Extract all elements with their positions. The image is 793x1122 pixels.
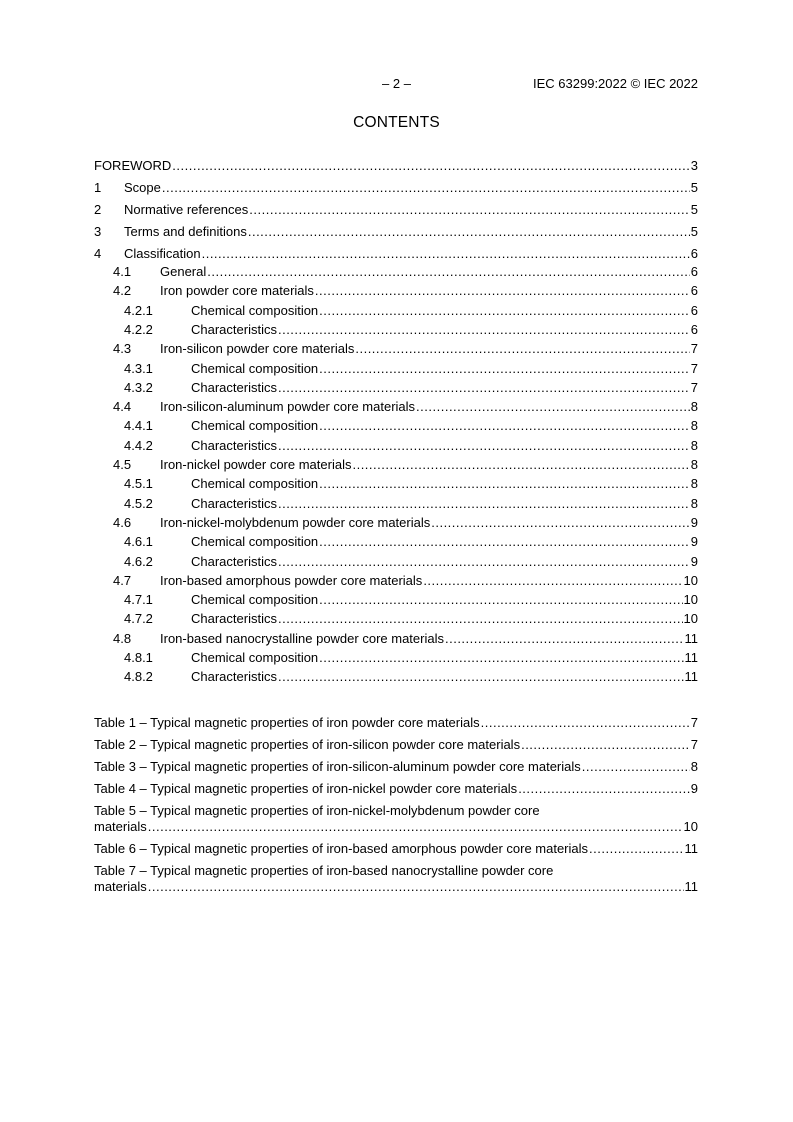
table-page: 7 (690, 715, 698, 730)
toc-entry-number: 4.8.1 (124, 650, 153, 665)
dot-leader (352, 457, 689, 473)
dot-leader (278, 322, 690, 338)
toc-entry-page: 7 (690, 379, 698, 395)
page-header (0, 76, 793, 92)
toc-entry-title: Iron-silicon-aluminum powder core materials (160, 399, 416, 415)
toc-entry-number: 1 (94, 180, 102, 195)
toc-entry[interactable] (94, 476, 698, 492)
table-caption-line1: Table 5 – Typical magnetic properties of iron-nickel-molybdenum powder core (94, 803, 540, 818)
table-page: 7 (690, 737, 698, 752)
toc-entry[interactable] (94, 496, 698, 512)
dot-leader (278, 611, 683, 627)
toc-entry[interactable] (94, 303, 698, 319)
toc-entry-number: 4.8.2 (124, 669, 153, 685)
toc-entry-page: 8 (690, 437, 698, 453)
toc-entry-title: Characteristics (191, 321, 277, 337)
toc-entry-title: Chemical composition (191, 650, 319, 665)
toc-entry-page: 10 (683, 611, 698, 627)
toc-entry-number: 4.7.1 (124, 592, 153, 608)
dot-leader (202, 246, 690, 262)
dot-leader (518, 781, 690, 797)
dot-leader (278, 380, 690, 396)
toc-entry-page: 7 (690, 341, 698, 357)
toc-entry-title: Scope (124, 180, 161, 195)
toc-entry-title: Iron powder core materials (160, 283, 314, 299)
toc-entry[interactable] (94, 534, 698, 550)
table-page: 8 (690, 759, 698, 774)
toc-entry-title: Characteristics (191, 553, 277, 569)
toc-entry-title: Chemical composition (191, 418, 319, 434)
toc-entry-number: 4.2 (113, 283, 132, 299)
toc-entry[interactable] (94, 399, 698, 415)
toc-entry-page: 5 (690, 202, 698, 217)
page-number: – 2 – (382, 76, 411, 91)
toc-entry-page: 9 (690, 514, 698, 530)
table-caption-line2: materials (94, 819, 147, 834)
toc-entry[interactable] (94, 631, 698, 647)
toc-entry-title: Chemical composition (191, 302, 319, 318)
toc-entry-number: 4.2.1 (124, 302, 153, 318)
toc-entry-page: 8 (690, 399, 698, 415)
toc-entry-page: 9 (690, 553, 698, 569)
toc-entry-page: 11 (684, 650, 698, 665)
toc-entry-page: 8 (690, 418, 698, 434)
dot-leader (207, 264, 690, 280)
table-page: 11 (684, 879, 698, 894)
toc-entry[interactable] (94, 515, 698, 531)
toc-entry-page: 9 (690, 534, 698, 550)
table-list-entry[interactable] (94, 841, 698, 857)
toc-entry[interactable] (94, 224, 698, 240)
dot-leader (278, 438, 690, 454)
toc-entry-page: 7 (690, 360, 698, 376)
toc-entry[interactable] (94, 341, 698, 357)
toc-entry[interactable] (94, 361, 698, 377)
table-caption: Table 6 – Typical magnetic properties of iron-based amorphous powder core materials (94, 841, 589, 856)
toc-entry[interactable] (94, 322, 698, 338)
toc-entry[interactable] (94, 418, 698, 434)
toc-entry-number: 3 (94, 224, 102, 239)
toc-entry[interactable] (94, 669, 698, 685)
toc-entry[interactable] (94, 650, 698, 666)
toc-entry-title: Iron-silicon powder core materials (160, 341, 355, 357)
table-page: 9 (690, 781, 698, 796)
toc-entry-number: 4.4.1 (124, 418, 153, 434)
table-list-entry[interactable] (94, 737, 698, 753)
toc-entry[interactable] (94, 202, 698, 218)
toc-entry-number: 4.7.2 (124, 611, 153, 627)
toc-entry-page: 8 (690, 476, 698, 492)
table-caption-line2-row (94, 879, 698, 895)
dot-leader (315, 283, 690, 299)
toc-entry-title: Chemical composition (191, 360, 319, 376)
toc-entry-number: 4 (94, 246, 102, 261)
toc-entry-number: 4.5.2 (124, 495, 153, 511)
toc-entry[interactable] (94, 457, 698, 473)
toc-entry-page: 6 (690, 246, 698, 261)
toc-entry[interactable] (94, 438, 698, 454)
dot-leader (355, 341, 689, 357)
dot-leader (148, 879, 684, 895)
dot-leader (319, 534, 690, 550)
toc-entry-title: Characteristics (191, 437, 277, 453)
table-caption: Table 4 – Typical magnetic properties of iron-nickel powder core materials (94, 781, 518, 796)
toc-entry[interactable] (94, 554, 698, 570)
table-page: 11 (684, 841, 698, 856)
dot-leader (278, 554, 690, 570)
toc-entry-number: 4.7 (113, 572, 132, 588)
toc-entry-number: 4.6.1 (124, 534, 153, 550)
table-caption: Table 3 – Typical magnetic properties of iron-silicon-aluminum powder core materials (94, 759, 581, 774)
table-list-entry[interactable] (94, 781, 698, 797)
dot-leader (319, 476, 690, 492)
toc-entry-title: Iron-based nanocrystalline powder core materials (160, 630, 444, 646)
toc-entry-title: Characteristics (191, 611, 277, 627)
dot-leader (431, 515, 690, 531)
toc-entry[interactable] (94, 246, 698, 262)
toc-entry-title: Characteristics (191, 495, 277, 511)
toc-entry[interactable] (94, 592, 698, 608)
dot-leader (278, 669, 684, 685)
table-caption-line2-row (94, 819, 698, 835)
toc-entry-page: 6 (690, 302, 698, 318)
dot-leader (248, 224, 690, 240)
dot-leader (445, 631, 684, 647)
toc-entry-number: 4.6 (113, 514, 132, 530)
toc-entry-title: General (160, 264, 207, 279)
toc-entry-number: 4.2.2 (124, 321, 153, 337)
dot-leader (172, 158, 689, 174)
dot-leader (319, 418, 690, 434)
dot-leader (278, 496, 690, 512)
toc-entry-page: 11 (684, 630, 698, 646)
dot-leader (521, 737, 690, 753)
toc-entry-title: Normative references (124, 202, 249, 217)
table-caption-line2: materials (94, 879, 147, 894)
table-caption-line1: Table 7 – Typical magnetic properties of iron-based nanocrystalline powder core (94, 863, 554, 878)
toc-entry-page: 5 (690, 180, 698, 195)
toc-entry-number: 4.5.1 (124, 476, 153, 492)
toc-entry-title: Characteristics (191, 669, 277, 685)
toc-entry-number: 4.6.2 (124, 553, 153, 569)
toc-entry[interactable] (94, 380, 698, 396)
toc-entry-number: 4.3.2 (124, 379, 153, 395)
toc-entry-title: Characteristics (191, 379, 277, 395)
dot-leader (589, 841, 683, 857)
table-caption: Table 1 – Typical magnetic properties of iron powder core materials (94, 715, 480, 730)
toc-entry-page: 6 (690, 321, 698, 337)
dot-leader (319, 361, 690, 377)
toc-entry[interactable] (94, 283, 698, 299)
toc-entry-page: 10 (683, 592, 698, 608)
copyright-notice: IEC 63299:2022 © IEC 2022 (533, 76, 698, 91)
toc-entry-number: 4.4.2 (124, 437, 153, 453)
toc-entry-title: Iron-nickel powder core materials (160, 457, 352, 472)
toc-entry-page: 3 (690, 158, 698, 173)
toc-entry-number: 4.3.1 (124, 360, 153, 376)
toc-entry-number: 4.5 (113, 457, 132, 472)
table-list-entry[interactable] (94, 863, 698, 895)
toc-entry-page: 5 (690, 224, 698, 239)
toc-entry-title: Chemical composition (191, 476, 319, 492)
dot-leader (319, 592, 682, 608)
toc-entry-page: 11 (684, 669, 698, 685)
toc-entry-title: FOREWORD (94, 158, 172, 173)
dot-leader (319, 650, 683, 666)
page-title: CONTENTS (353, 114, 440, 131)
toc-entry-number: 4.4 (113, 399, 132, 415)
toc-entry[interactable] (94, 158, 698, 174)
dot-leader (162, 180, 690, 196)
toc-entry-page: 6 (690, 283, 698, 299)
table-list-entry[interactable] (94, 715, 698, 731)
toc-entry-page: 6 (690, 264, 698, 279)
table-caption: Table 2 – Typical magnetic properties of iron-silicon powder core materials (94, 737, 521, 752)
table-page: 10 (683, 819, 698, 834)
dot-leader (249, 202, 689, 218)
toc-entry-number: 4.8 (113, 630, 132, 646)
toc-entry-number: 4.3 (113, 341, 132, 357)
dot-leader (148, 819, 683, 835)
toc-entry[interactable] (94, 611, 698, 627)
toc-entry-number: 2 (94, 202, 102, 217)
toc-entry-page: 10 (683, 572, 698, 588)
toc-entry-title: Iron-nickel-molybdenum powder core materials (160, 514, 431, 530)
toc-entry[interactable] (94, 573, 698, 589)
toc-entry-title: Classification (124, 246, 201, 261)
dot-leader (423, 573, 682, 589)
toc-entry-page: 8 (690, 495, 698, 511)
dot-leader (582, 759, 690, 775)
table-list-entry[interactable] (94, 759, 698, 775)
toc-entry-title: Terms and definitions (124, 224, 247, 239)
toc-entry[interactable] (94, 264, 698, 280)
table-list-entry[interactable] (94, 803, 698, 835)
dot-leader (319, 303, 690, 319)
toc-entry-page: 8 (690, 457, 698, 472)
toc-entry-title: Chemical composition (191, 534, 319, 550)
dot-leader (416, 399, 690, 415)
toc-entry-number: 4.1 (113, 264, 132, 279)
toc-entry-title: Chemical composition (191, 592, 319, 608)
toc-entry-title: Iron-based amorphous powder core materials (160, 572, 423, 588)
dot-leader (481, 715, 690, 731)
toc-entry[interactable] (94, 180, 698, 196)
